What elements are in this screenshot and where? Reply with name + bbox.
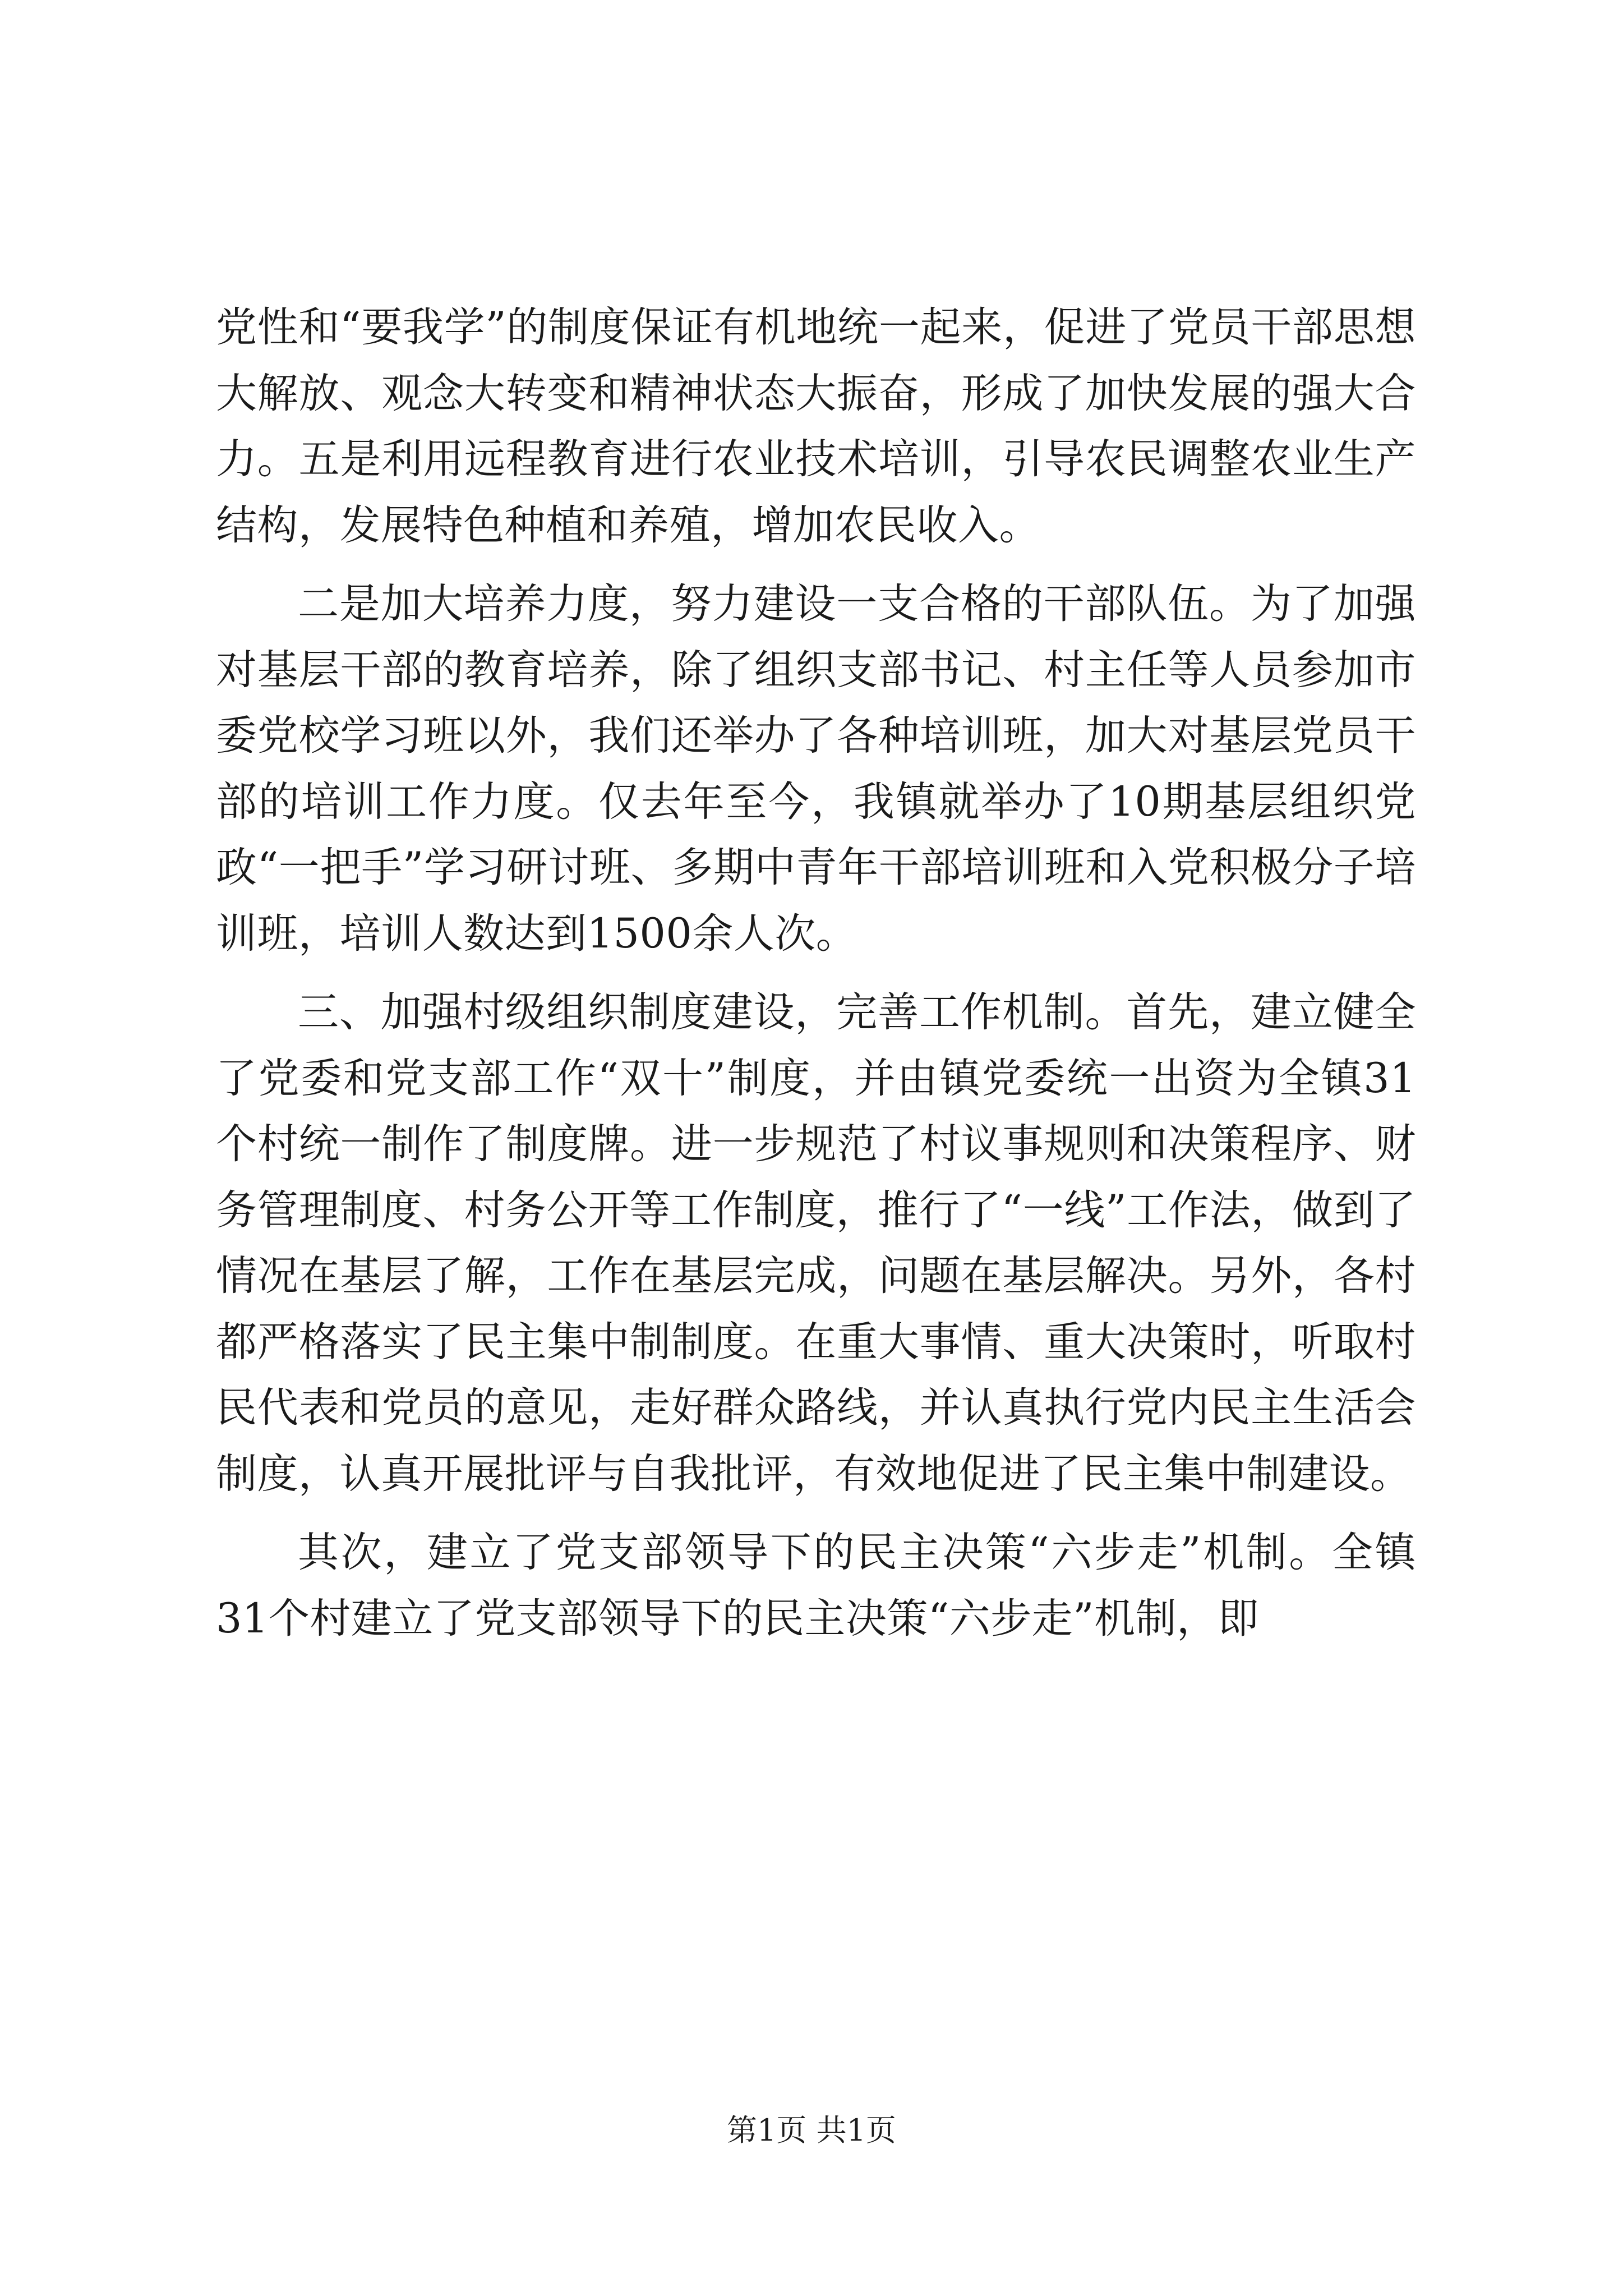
document-body [216,295,1416,1664]
page-footer: 第1页 共1页 [727,2113,896,2148]
paragraph-six-steps: 其次，建立了党支部领导下的民主决策“六步走”机制。全镇31个村建立了党支部领导下的民主决策“六步走”机制，即 [216,1529,1416,1642]
paragraph-system-building: 三、加强村级组织制度建设，完善工作机制。首先，建立健全了党委和党支部工作“双十”制度，并由镇党委统一出资为全镇31个村统一制作了制度牌。进一步规范了村议事规则和决策程序、财务管理制度、村务公开等工作制度，推行了“一线”工作法，做到了情况在基层了解，工作在基层完成，问题在基层解决。另外，各村都严格落实了民主集中制制度。在重大事情、重大决策时，听取村民代表和党员的意见，走好群众路线，并认真执行党内民主生活会制度，认真开展批评与自我批评，有效地促进了民主集中制建设。 [216,988,1416,1498]
paragraph-continuation: 党性和“要我学”的制度保证有机地统一起来，促进了党员干部思想大解放、观念大转变和精神状态大振奋，形成了加快发展的强大合力。五是利用远程教育进行农业技术培训，引导农民调整农业生产结构，发展特色种植和养殖，增加农民收入。 [216,303,1416,549]
paragraph-training: 二是加大培养力度，努力建设一支合格的干部队伍。为了加强对基层干部的教育培养，除了组织支部书记、村主任等人员参加市委党校学习班以外，我们还举办了各种培训班，加大对基层党员干部的培训工作力度。仅去年至今，我镇就举办了10期基层组织党政“一把手”学习研讨班、多期中青年干部培训班和入党积极分子培训班，培训人数达到1500余人次。 [216,580,1416,958]
